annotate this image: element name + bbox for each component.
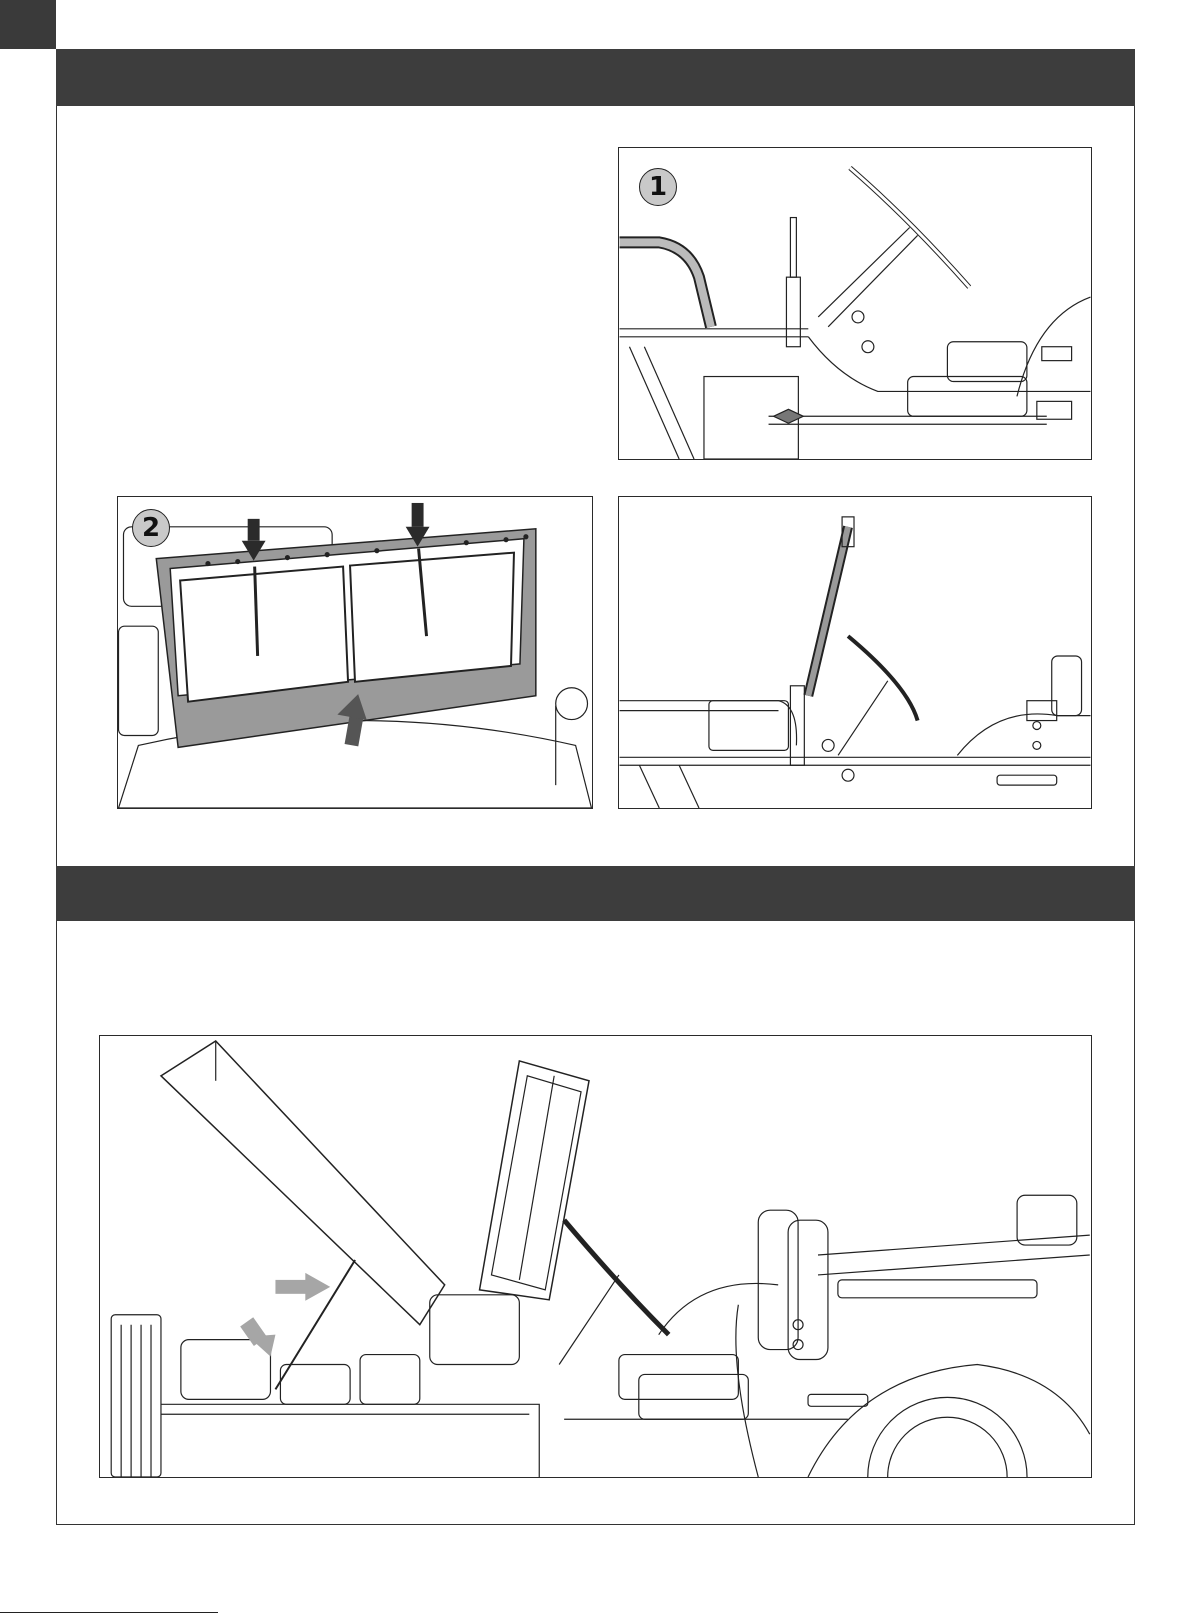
illustration-windshield-raised bbox=[618, 496, 1092, 809]
windshield-front-drawing bbox=[118, 497, 592, 808]
jeep-side-raised-drawing bbox=[619, 497, 1091, 808]
jeep-hood-open-drawing bbox=[100, 1036, 1091, 1477]
illustration-windshield-front bbox=[117, 496, 593, 809]
page-corner-tab bbox=[0, 0, 56, 49]
illustration-hood-open bbox=[99, 1035, 1092, 1478]
right-arrow-icon bbox=[275, 1273, 330, 1301]
diagonal-arrow-icon bbox=[240, 1317, 275, 1356]
step-2-badge: 2 bbox=[132, 509, 170, 547]
step-1-badge: 1 bbox=[639, 168, 677, 206]
illustration-windshield-folded bbox=[618, 147, 1092, 460]
section-header-bar-1 bbox=[56, 49, 1135, 106]
bottom-rule bbox=[0, 1612, 218, 1613]
jeep-side-folded-drawing bbox=[619, 148, 1091, 459]
section-header-bar-2 bbox=[56, 866, 1135, 921]
